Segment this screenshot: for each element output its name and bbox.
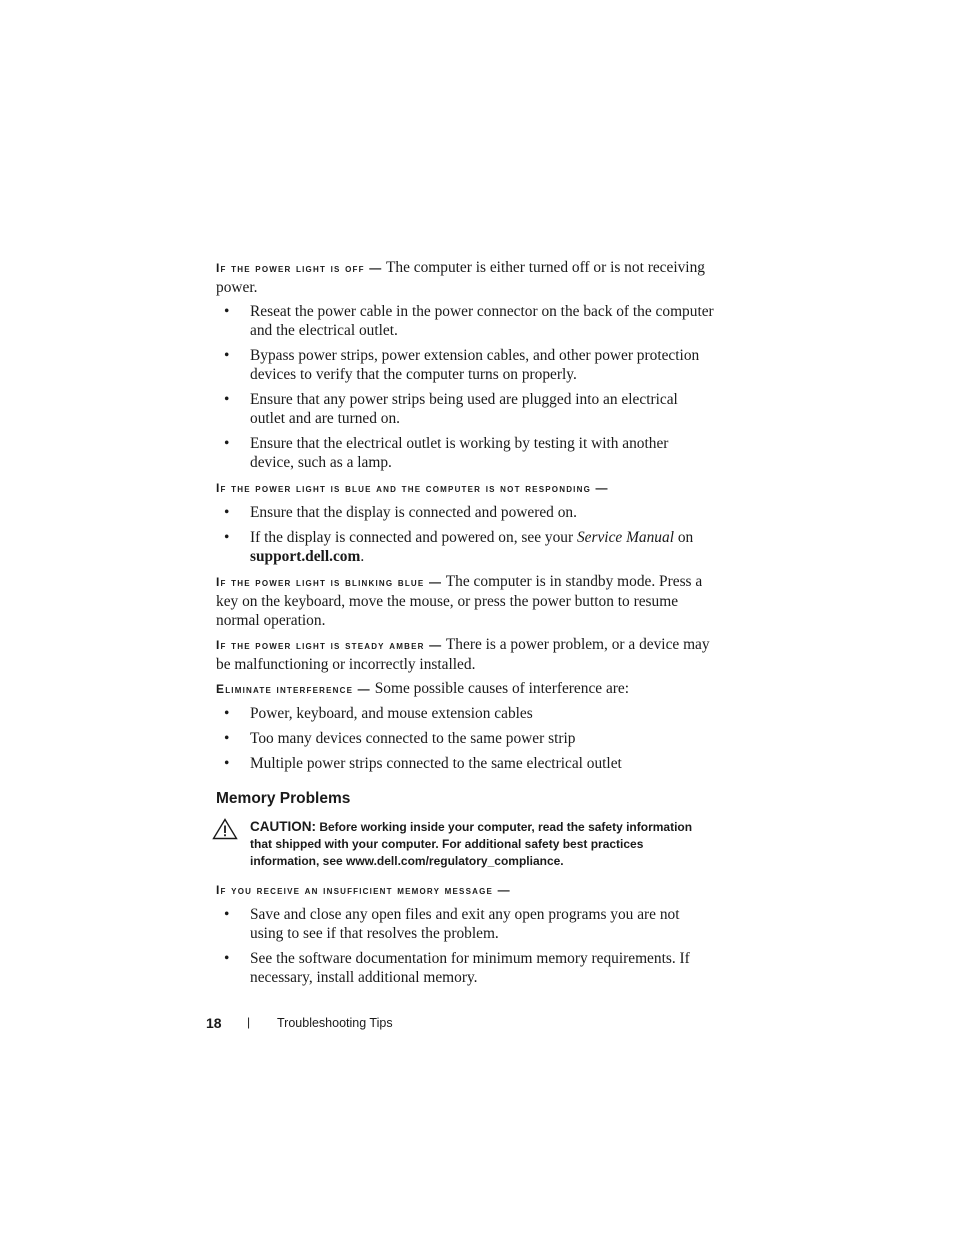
list-item: • Multiple power strips connected to the same electrical outlet	[216, 754, 716, 773]
support-link[interactable]: support.dell.com	[250, 548, 361, 565]
blue-not-responding-lead: If the power light is blue and the computer is not responding —	[216, 481, 609, 495]
memory-message-lead: If you receive an insufficient memory message —	[216, 883, 511, 897]
footer-title: Troubleshooting Tips	[277, 1016, 393, 1030]
bullet-text: If the display is connected and powered on, see your	[250, 529, 577, 546]
footer-separator: |	[247, 1015, 251, 1029]
caution-text: Before working inside your computer, read the safety information that shipped with your computer. For additional safety best practices information, see www.dell.com/regulatory_compliance.	[250, 820, 693, 868]
service-manual-title: Service Manual	[576, 529, 674, 546]
list-item: • Ensure that the display is connected and powered on.	[216, 503, 716, 522]
steady-amber-lead: If the power light is steady amber —	[216, 638, 443, 652]
warning-icon	[212, 818, 238, 840]
page-content	[216, 258, 716, 993]
power-off-text: The computer is either turned off or is not receiving power.	[216, 259, 705, 296]
list-item: • Reseat the power cable in the power connector on the back of the computer and the electrical outlet.	[216, 302, 716, 340]
power-off-lead: If the power light is off —	[216, 261, 383, 275]
caution-notice	[216, 818, 716, 870]
list-item: • Ensure that any power strips being used are plugged into an electrical outlet and are turned on.	[216, 390, 716, 428]
list-item	[216, 528, 716, 566]
list-item: • Too many devices connected to the same power strip	[216, 729, 716, 748]
memory-list	[216, 905, 716, 987]
page-number: 18	[206, 1015, 222, 1031]
caution-word: CAUTION:	[250, 819, 316, 834]
list-item: • Bypass power strips, power extension cables, and other power protection devices to verify that the computer turns on properly.	[216, 346, 716, 384]
memory-problems-heading: Memory Problems	[216, 790, 351, 807]
memory-message-paragraph	[216, 880, 716, 900]
list-item: • See the software documentation for minimum memory requirements. If necessary, install additional memory.	[216, 949, 716, 987]
power-off-list	[216, 302, 716, 472]
bullet-text: .	[360, 548, 365, 565]
page-footer	[206, 1015, 606, 1035]
blinking-blue-paragraph	[216, 572, 716, 630]
bullet-text: on	[673, 529, 694, 546]
list-item: • Power, keyboard, and mouse extension cables	[216, 704, 716, 723]
power-off-paragraph	[216, 258, 716, 297]
steady-amber-text: There is a power problem, or a device may be malfunctioning or incorrectly installed.	[216, 636, 710, 673]
list-item: • Save and close any open files and exit any open programs you are not using to see if that resolves the problem.	[216, 905, 716, 943]
interference-text: Some possible causes of interference are:	[374, 680, 630, 697]
blue-not-responding-list	[216, 503, 716, 566]
list-item: • Ensure that the electrical outlet is working by testing it with another device, such as a lamp.	[216, 434, 716, 472]
blinking-blue-text: The computer is in standby mode. Press a key on the keyboard, move the mouse, or press the power button to resume normal operation.	[216, 573, 703, 629]
interference-lead: Eliminate interference —	[216, 682, 371, 696]
blinking-blue-lead: If the power light is blinking blue —	[216, 575, 443, 589]
steady-amber-paragraph	[216, 635, 716, 674]
interference-paragraph	[216, 679, 716, 699]
blue-not-responding-paragraph	[216, 478, 716, 498]
interference-list	[216, 704, 716, 773]
